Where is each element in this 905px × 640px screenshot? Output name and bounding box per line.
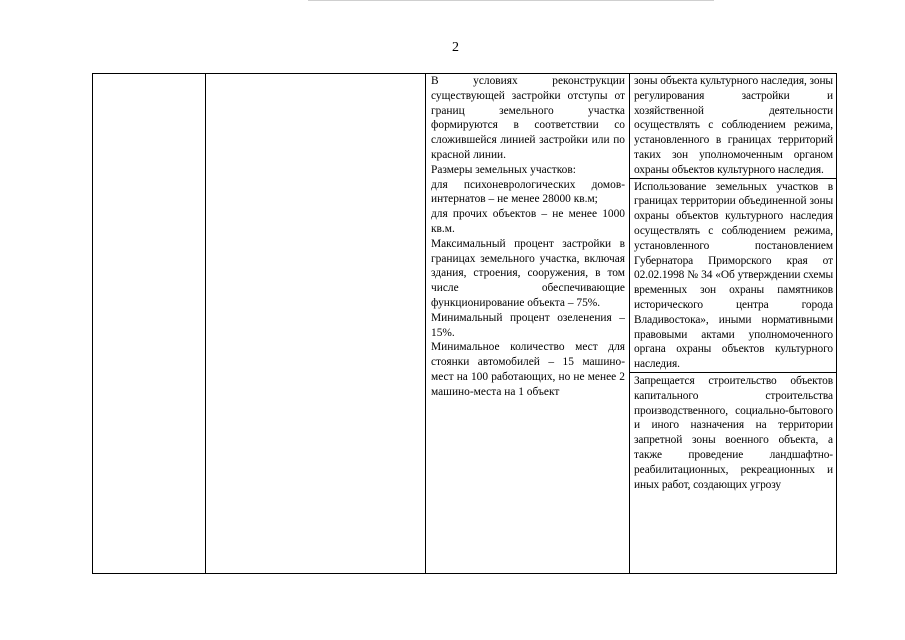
restrictions-paragraph: зоны объекта культурного наследия, зоны регулирования застройки и хозяйственной деятельности осуществлять с соблюдением режима, установленного в границах территорий таких зон уполномоченным органом охраны объектов культурного наследия. (634, 75, 833, 176)
parameters-paragraph: Минимальное количество мест для стоянки автомобилей – 15 машино-мест на 100 работающих, но не менее 2 машино-места на 1 объект (431, 341, 625, 398)
parameters-paragraph: В условиях реконструкции существующей застройки отступы от границ земельного участка формируются в соответствии со сложившейся линией застройки или по красной линии. (431, 75, 625, 161)
parameters-paragraph: для прочих объектов – не менее 1000 кв.м. (431, 208, 625, 235)
restrictions-paragraph: Использование земельных участков в границах территории объединенной зоны охраны объектов культурного наследия осуществлять с соблюдением режима, установленного постановлением Губернатора Приморского края от 02.02.1998 № 34 «Об утверждении схемы временных зон охраны памятников исторического центра города Владивостока», иными нормативными правовыми актами уполномоченного органа охраны объектов культурного наследия. (630, 178, 836, 372)
parameters-paragraph: Минимальный процент озеленения – 15%. (431, 311, 625, 339)
parameters-paragraph: Максимальный процент застройки в границах земельного участка, включая здания, строения, сооружения, в том числе обеспечивающие функционирование объекта – 75%. (431, 237, 625, 309)
table-cell-empty-2 (206, 74, 426, 574)
table-cell-empty-1 (93, 74, 206, 574)
parameters-paragraph: для психоневрологических домов-интернатов – не менее 28000 кв.м; (431, 178, 625, 206)
top-rule (308, 0, 714, 1)
parameters-paragraph: Размеры земельных участков: (431, 163, 576, 176)
regulations-table (92, 73, 837, 574)
restrictions-cell (630, 74, 837, 574)
parameters-cell (426, 74, 630, 574)
table-row (93, 74, 837, 574)
page-number: 2 (452, 40, 459, 55)
restrictions-paragraph: Запрещается строительство объектов капитального строительства производственного, социально-бытового и иного назначения на территории запретной зоны военного объекта, а также проведение ландшафтно-реабилитационных, рекреационных и иных работ, создающих угрозу (630, 372, 836, 492)
